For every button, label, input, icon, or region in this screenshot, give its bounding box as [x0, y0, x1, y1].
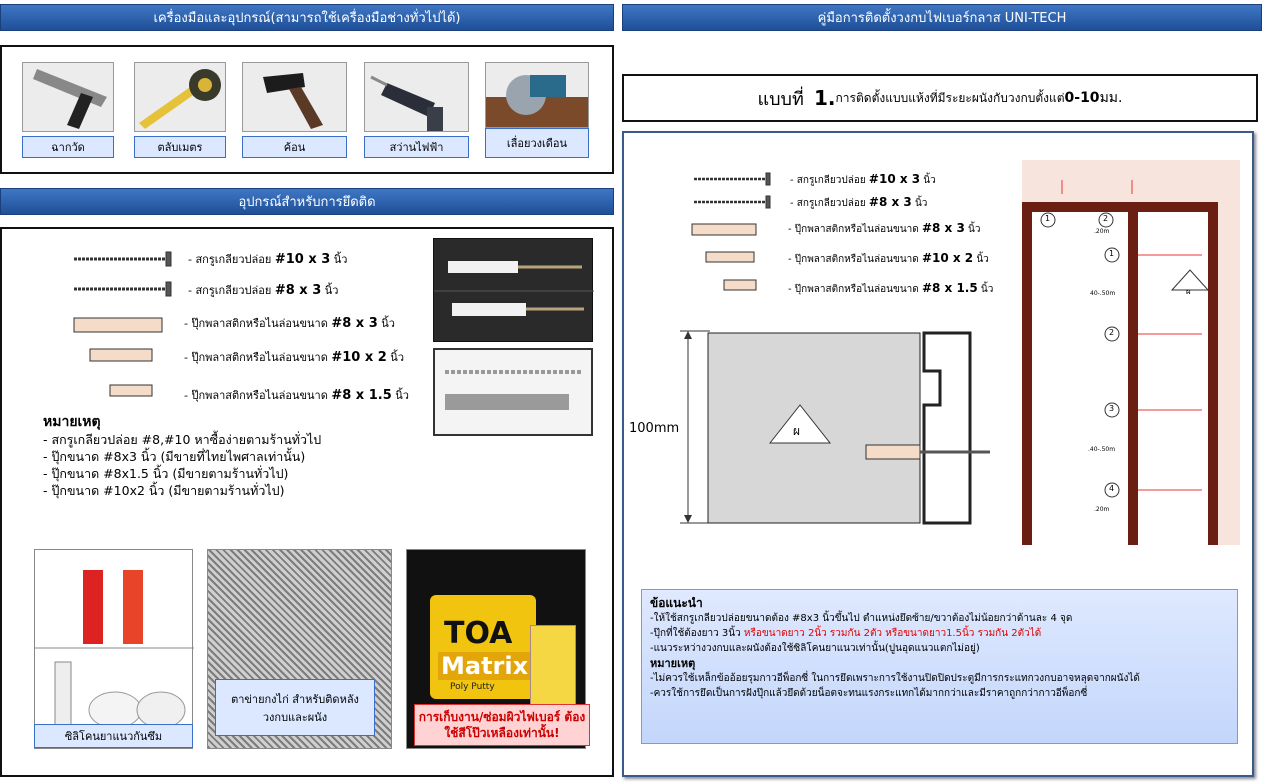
- method-range: 0-10: [1064, 90, 1100, 106]
- elev-dim: .20m: [1094, 228, 1110, 235]
- hammer-icon: [242, 62, 347, 132]
- fastener-item: - ปุ๊กพลาสติกหรือไนล่อนขนาด #8 x 1.5 นิ้ว: [184, 388, 409, 403]
- silicone-photo: [34, 549, 193, 749]
- tape-measure-icon: [134, 62, 226, 132]
- tip-line: -แนวระหว่างวงกบและผนังต้องใช้ซิลิโคนยาแนวเท่านั้น(ปูนอุดแนวแตกไม่อยู่): [650, 643, 980, 654]
- tip-line: -ปุ๊กที่ใช้ต้องยาว 3นิ้ว หรือขนาดยาว 2นิ้ว รวมกัน 2ตัว หรือขนาดยาว1.5นิ้ว รวมกัน 2ตัวได้: [650, 628, 1042, 639]
- tool-label: ฉากวัด: [22, 136, 114, 158]
- section-mark: ผ: [793, 424, 801, 438]
- fastener-header: อุปกรณ์สำหรับการยึดติด: [0, 188, 614, 215]
- try-square-icon: [22, 62, 114, 132]
- elev-point: 4: [1109, 484, 1115, 493]
- fastener-item: - ปุ๊กพลาสติกหรือไนล่อนขนาด #8 x 3 นิ้ว: [184, 316, 395, 331]
- elev-point: 3: [1109, 404, 1115, 413]
- manual-header: คู่มือการติดตั้งวงกบไฟเบอร์กลาส UNI-TECH: [622, 4, 1262, 31]
- note-line: - สกรูเกลียวปล่อย #8,#10 หาซื้อง่ายตามร้านทั่วไป: [43, 432, 322, 447]
- fastener-item: - สกรูเกลียวปล่อย #10 x 3 นิ้ว: [188, 252, 348, 267]
- circular-saw-icon: [485, 62, 589, 128]
- note-line: - ปุ๊กขนาด #10x2 นิ้ว (มีขายตามร้านทั่วไป): [43, 483, 285, 498]
- note-line: - ปุ๊กขนาด #8x3 นิ้ว (มีขายที่ไทยไพศาลเท่านั้น): [43, 449, 306, 464]
- method-unit: มม.: [1099, 90, 1123, 106]
- elev-mark: ผ: [1186, 287, 1191, 296]
- method-prefix: แบบที่: [757, 88, 804, 110]
- frame-elevation-diagram: [1022, 160, 1240, 545]
- tip-line: -ควรใช้การยึดเป็นการฝังปุ๊กแล้วยึดด้วยน็อตจะทนแรงกระแทกได้มากกว่าและมีราคาถูกกว่ากาวอีพ็อกซี่: [650, 688, 1088, 699]
- putty-label: การเก็บงาน/ซ่อมผิวไฟเบอร์ ต้องใช้สีโป๊วเหลืองเท่านั้น!: [414, 704, 590, 746]
- right-fastener-sketches: [686, 168, 782, 298]
- electric-drill-icon: [364, 62, 469, 132]
- tool-label: สว่านไฟฟ้า: [364, 136, 469, 158]
- tip-title: ข้อแนะนำ: [650, 596, 703, 610]
- right-item: - สกรูเกลียวปล่อย #8 x 3 นิ้ว: [790, 195, 928, 209]
- anchor-photo: [433, 348, 593, 436]
- tip-note-title: หมายเหตุ: [650, 657, 696, 670]
- fastener-sketches: [60, 245, 185, 405]
- mesh-label: ตาข่ายกงไก่ สำหรับติดหลังวงกบและผนัง: [215, 679, 375, 736]
- elev-dim: 40-.50m: [1090, 290, 1116, 297]
- fastener-notes: [43, 414, 443, 499]
- fastener-item: - สกรูเกลียวปล่อย #8 x 3 นิ้ว: [188, 283, 339, 298]
- wall-section-diagram: [640, 325, 1000, 530]
- putty-tube: [530, 625, 576, 709]
- right-item: - ปุ๊กพลาสติกหรือไนล่อนขนาด #10 x 2 นิ้ว: [788, 251, 989, 265]
- elev-point: 2: [1103, 214, 1109, 223]
- elev-point: 2: [1109, 328, 1115, 337]
- tool-label: เลื่อยวงเดือน: [485, 128, 589, 158]
- elev-dim: .20m: [1094, 506, 1110, 513]
- notes-title: หมายเหตุ: [43, 414, 101, 430]
- right-item: - สกรูเกลียวปล่อย #10 x 3 นิ้ว: [790, 172, 936, 186]
- fastener-item: - ปุ๊กพลาสติกหรือไนล่อนขนาด #10 x 2 นิ้ว: [184, 350, 405, 365]
- elev-dim: .40-.50m: [1088, 446, 1116, 453]
- note-line: - ปุ๊กขนาด #8x1.5 นิ้ว (มีขายตามร้านทั่วไป): [43, 466, 289, 481]
- brand-sub: Poly Putty: [450, 682, 495, 692]
- method-title: [622, 74, 1258, 122]
- method-num: 1.: [814, 86, 836, 110]
- anchor-photo: [433, 238, 593, 342]
- right-item: - ปุ๊กพลาสติกหรือไนล่อนขนาด #8 x 1.5 นิ้ว: [788, 281, 994, 295]
- right-item: - ปุ๊กพลาสติกหรือไนล่อนขนาด #8 x 3 นิ้ว: [788, 221, 981, 235]
- section-dim: 100mm: [629, 421, 680, 436]
- brand-bottom: Matrix: [438, 652, 531, 680]
- elev-point: 1: [1109, 249, 1115, 258]
- recommendation-box: [641, 589, 1238, 744]
- method-desc: การติดตั้งแบบแห้งที่มีระยะผนังกับวงกบตั้งแต่: [835, 90, 1065, 105]
- tool-label: ค้อน: [242, 136, 347, 158]
- tip-line: -ให้ใช้สกรูเกลียวปล่อยขนาดต้อง #8x3 นิ้วขึ้นไป ตำแหน่งยึดซ้าย/ขวาต้องไม่น้อยกว่าด้านละ 4 จุด: [650, 613, 1073, 624]
- elev-point: 1: [1045, 214, 1051, 223]
- tools-header: เครื่องมือและอุปกรณ์(สามารถใช้เครื่องมือช่างทั่วไปได้): [0, 4, 614, 31]
- brand-top: TOA: [444, 616, 513, 651]
- silicone-label: ซิลิโคนยาแนวกันซึม: [34, 724, 193, 748]
- tool-label: ตลับเมตร: [134, 136, 226, 158]
- tip-line: -ไม่ควรใช้เหล็กข้ออ้อยรุมกาวอีพ็อกซี่ ในการยึดเพราะการใช้งานปิดปิดประตูมีการกระแทกวงกบอาจหลุดจากผนังได้: [650, 673, 1140, 684]
